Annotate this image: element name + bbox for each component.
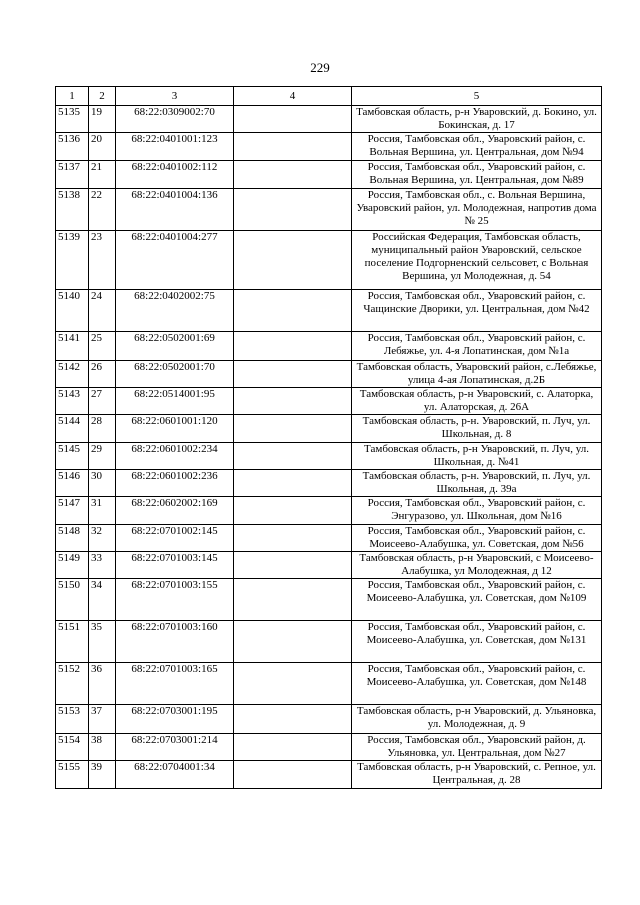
row-number: 5136: [56, 133, 89, 161]
table-row: [56, 552, 602, 579]
cadastral-number: 68:22:0502001:69: [116, 332, 234, 361]
column-4-cell: [234, 332, 352, 361]
column-4-cell: [234, 470, 352, 497]
table-row: [56, 361, 602, 388]
cadastral-number: 68:22:0701003:155: [116, 579, 234, 621]
row-number: 5147: [56, 497, 89, 525]
row-index: 25: [89, 332, 116, 361]
address: Россия, Тамбовская обл., Уваровский район, с. Чащинские Дворики, ул. Центральная, дом №42: [352, 290, 602, 332]
column-4-cell: [234, 497, 352, 525]
column-4-cell: [234, 133, 352, 161]
cadastral-number: 68:22:0401004:277: [116, 231, 234, 290]
cadastral-number: 68:22:0502001:70: [116, 361, 234, 388]
table-row: [56, 161, 602, 189]
row-index: 31: [89, 497, 116, 525]
address: Россия, Тамбовская обл., Уваровский район, с. Вольная Вершина, ул. Центральная, дом №89: [352, 161, 602, 189]
row-index: 19: [89, 106, 116, 133]
row-index: 26: [89, 361, 116, 388]
row-index: 34: [89, 579, 116, 621]
column-4-cell: [234, 415, 352, 443]
column-4-cell: [234, 734, 352, 761]
col-header-4: 4: [234, 87, 352, 106]
column-4-cell: [234, 761, 352, 789]
table-row: [56, 621, 602, 663]
table-row: [56, 663, 602, 705]
cadastral-number: 68:22:0701003:160: [116, 621, 234, 663]
table-row: [56, 290, 602, 332]
row-number: 5154: [56, 734, 89, 761]
column-4-cell: [234, 621, 352, 663]
cadastral-number: 68:22:0602002:169: [116, 497, 234, 525]
column-4-cell: [234, 290, 352, 332]
column-4-cell: [234, 106, 352, 133]
cadastral-number: 68:22:0704001:34: [116, 761, 234, 789]
column-4-cell: [234, 361, 352, 388]
address: Тамбовская область, р-н. Уваровский, п. Луч, ул. Школьная, д. 8: [352, 415, 602, 443]
address: Российская Федерация, Тамбовская область, муниципальный район Уваровский, сельское поселение Подгорненский сельсовет, с Вольная Вершина, ул Молодежная, д. 54: [352, 231, 602, 290]
table-row: [56, 332, 602, 361]
table-row: [56, 106, 602, 133]
col-header-2: 2: [89, 87, 116, 106]
row-number: 5150: [56, 579, 89, 621]
cadastral-number: 68:22:0514001:95: [116, 388, 234, 415]
row-number: 5155: [56, 761, 89, 789]
address: Россия, Тамбовская обл., с. Вольная Вершина, Уваровский район, ул. Молодежная, напротив дома № 25: [352, 189, 602, 231]
row-number: 5148: [56, 525, 89, 552]
table-row: [56, 705, 602, 734]
row-number: 5153: [56, 705, 89, 734]
cadastral-number: 68:22:0601002:234: [116, 443, 234, 470]
column-4-cell: [234, 231, 352, 290]
column-4-cell: [234, 161, 352, 189]
table-row: [56, 231, 602, 290]
table-row: [56, 443, 602, 470]
table-row: [56, 133, 602, 161]
address: Россия, Тамбовская обл., Уваровский район, д. Ульяновка, ул. Центральная, дом №27: [352, 734, 602, 761]
table-header: [56, 87, 602, 106]
cadastral-number: 68:22:0601002:236: [116, 470, 234, 497]
row-index: 39: [89, 761, 116, 789]
row-index: 33: [89, 552, 116, 579]
row-number: 5151: [56, 621, 89, 663]
address: Россия, Тамбовская обл., Уваровский район, с. Моисеево-Алабушка, ул. Советская, дом №56: [352, 525, 602, 552]
col-header-1: 1: [56, 87, 89, 106]
table-row: [56, 189, 602, 231]
table-row: [56, 388, 602, 415]
column-4-cell: [234, 663, 352, 705]
row-number: 5152: [56, 663, 89, 705]
cadastral-number: 68:22:0309002:70: [116, 106, 234, 133]
row-number: 5143: [56, 388, 89, 415]
column-4-cell: [234, 525, 352, 552]
table-body: [56, 106, 602, 789]
column-4-cell: [234, 189, 352, 231]
table-row: [56, 497, 602, 525]
address: Россия, Тамбовская обл., Уваровский район, с. Вольная Вершина, ул. Центральная, дом №94: [352, 133, 602, 161]
row-number: 5142: [56, 361, 89, 388]
row-number: 5140: [56, 290, 89, 332]
cadastral-number: 68:22:0701003:145: [116, 552, 234, 579]
address: Тамбовская область, р-н Уваровский, с. Алаторка, ул. Алаторская, д. 26А: [352, 388, 602, 415]
row-index: 20: [89, 133, 116, 161]
cadastral-number: 68:22:0401001:123: [116, 133, 234, 161]
address: Тамбовская область, Уваровский район, с.Лебяжье, улица 4-ая Лопатинская, д.2Б: [352, 361, 602, 388]
address: Россия, Тамбовская обл., Уваровский район, с. Моисеево-Алабушка, ул. Советская, дом №148: [352, 663, 602, 705]
row-index: 36: [89, 663, 116, 705]
row-index: 22: [89, 189, 116, 231]
row-index: 29: [89, 443, 116, 470]
row-index: 38: [89, 734, 116, 761]
row-index: 27: [89, 388, 116, 415]
address: Россия, Тамбовская обл., Уваровский район, с. Лебяжье, ул. 4-я Лопатинская, дом №1а: [352, 332, 602, 361]
page-number: 229: [310, 60, 330, 75]
col-header-3: 3: [116, 87, 234, 106]
row-number: 5149: [56, 552, 89, 579]
row-number: 5135: [56, 106, 89, 133]
row-number: 5146: [56, 470, 89, 497]
table-row: [56, 761, 602, 789]
address: Тамбовская область, р-н Уваровский, п. Луч, ул. Школьная, д. №41: [352, 443, 602, 470]
col-header-5: 5: [352, 87, 602, 106]
cadastral-number: 68:22:0701003:165: [116, 663, 234, 705]
column-4-cell: [234, 443, 352, 470]
column-4-cell: [234, 579, 352, 621]
address: Тамбовская область, р-н. Уваровский, п. Луч, ул. Школьная, д. 39а: [352, 470, 602, 497]
address: Тамбовская область, р-н Уваровский, д. Бокино, ул. Бокинская, д. 17: [352, 106, 602, 133]
table-row: [56, 470, 602, 497]
address: Россия, Тамбовская обл., Уваровский район, с. Моисеево-Алабушка, ул. Советская, дом №109: [352, 579, 602, 621]
cadastral-number: 68:22:0703001:195: [116, 705, 234, 734]
cadastral-number: 68:22:0401002:112: [116, 161, 234, 189]
row-number: 5141: [56, 332, 89, 361]
cadastral-number: 68:22:0601001:120: [116, 415, 234, 443]
cadastral-number: 68:22:0401004:136: [116, 189, 234, 231]
address: Россия, Тамбовская обл., Уваровский район, с. Моисеево-Алабушка, ул. Советская, дом №131: [352, 621, 602, 663]
row-index: 21: [89, 161, 116, 189]
row-number: 5145: [56, 443, 89, 470]
table-row: [56, 734, 602, 761]
cadastral-number: 68:22:0402002:75: [116, 290, 234, 332]
column-4-cell: [234, 552, 352, 579]
address: Россия, Тамбовская обл., Уваровский район, с. Энгуразово, ул. Школьная, дом №16: [352, 497, 602, 525]
column-4-cell: [234, 388, 352, 415]
column-4-cell: [234, 705, 352, 734]
row-number: 5139: [56, 231, 89, 290]
header-row: [56, 87, 602, 106]
address: Тамбовская область, р-н Уваровский, д. Ульяновка, ул. Молодежная, д. 9: [352, 705, 602, 734]
row-index: 23: [89, 231, 116, 290]
row-index: 28: [89, 415, 116, 443]
row-number: 5144: [56, 415, 89, 443]
row-index: 30: [89, 470, 116, 497]
cadastral-number: 68:22:0701002:145: [116, 525, 234, 552]
row-index: 24: [89, 290, 116, 332]
registry-table: [55, 86, 602, 789]
address: Тамбовская область, р-н Уваровский, с Моисеево-Алабушка, ул Молодежная, д 12: [352, 552, 602, 579]
address: Тамбовская область, р-н Уваровский, с. Репное, ул. Центральная, д. 28: [352, 761, 602, 789]
row-index: 35: [89, 621, 116, 663]
table-row: [56, 415, 602, 443]
row-index: 32: [89, 525, 116, 552]
row-number: 5137: [56, 161, 89, 189]
table-row: [56, 525, 602, 552]
row-number: 5138: [56, 189, 89, 231]
table-row: [56, 579, 602, 621]
cadastral-number: 68:22:0703001:214: [116, 734, 234, 761]
row-index: 37: [89, 705, 116, 734]
